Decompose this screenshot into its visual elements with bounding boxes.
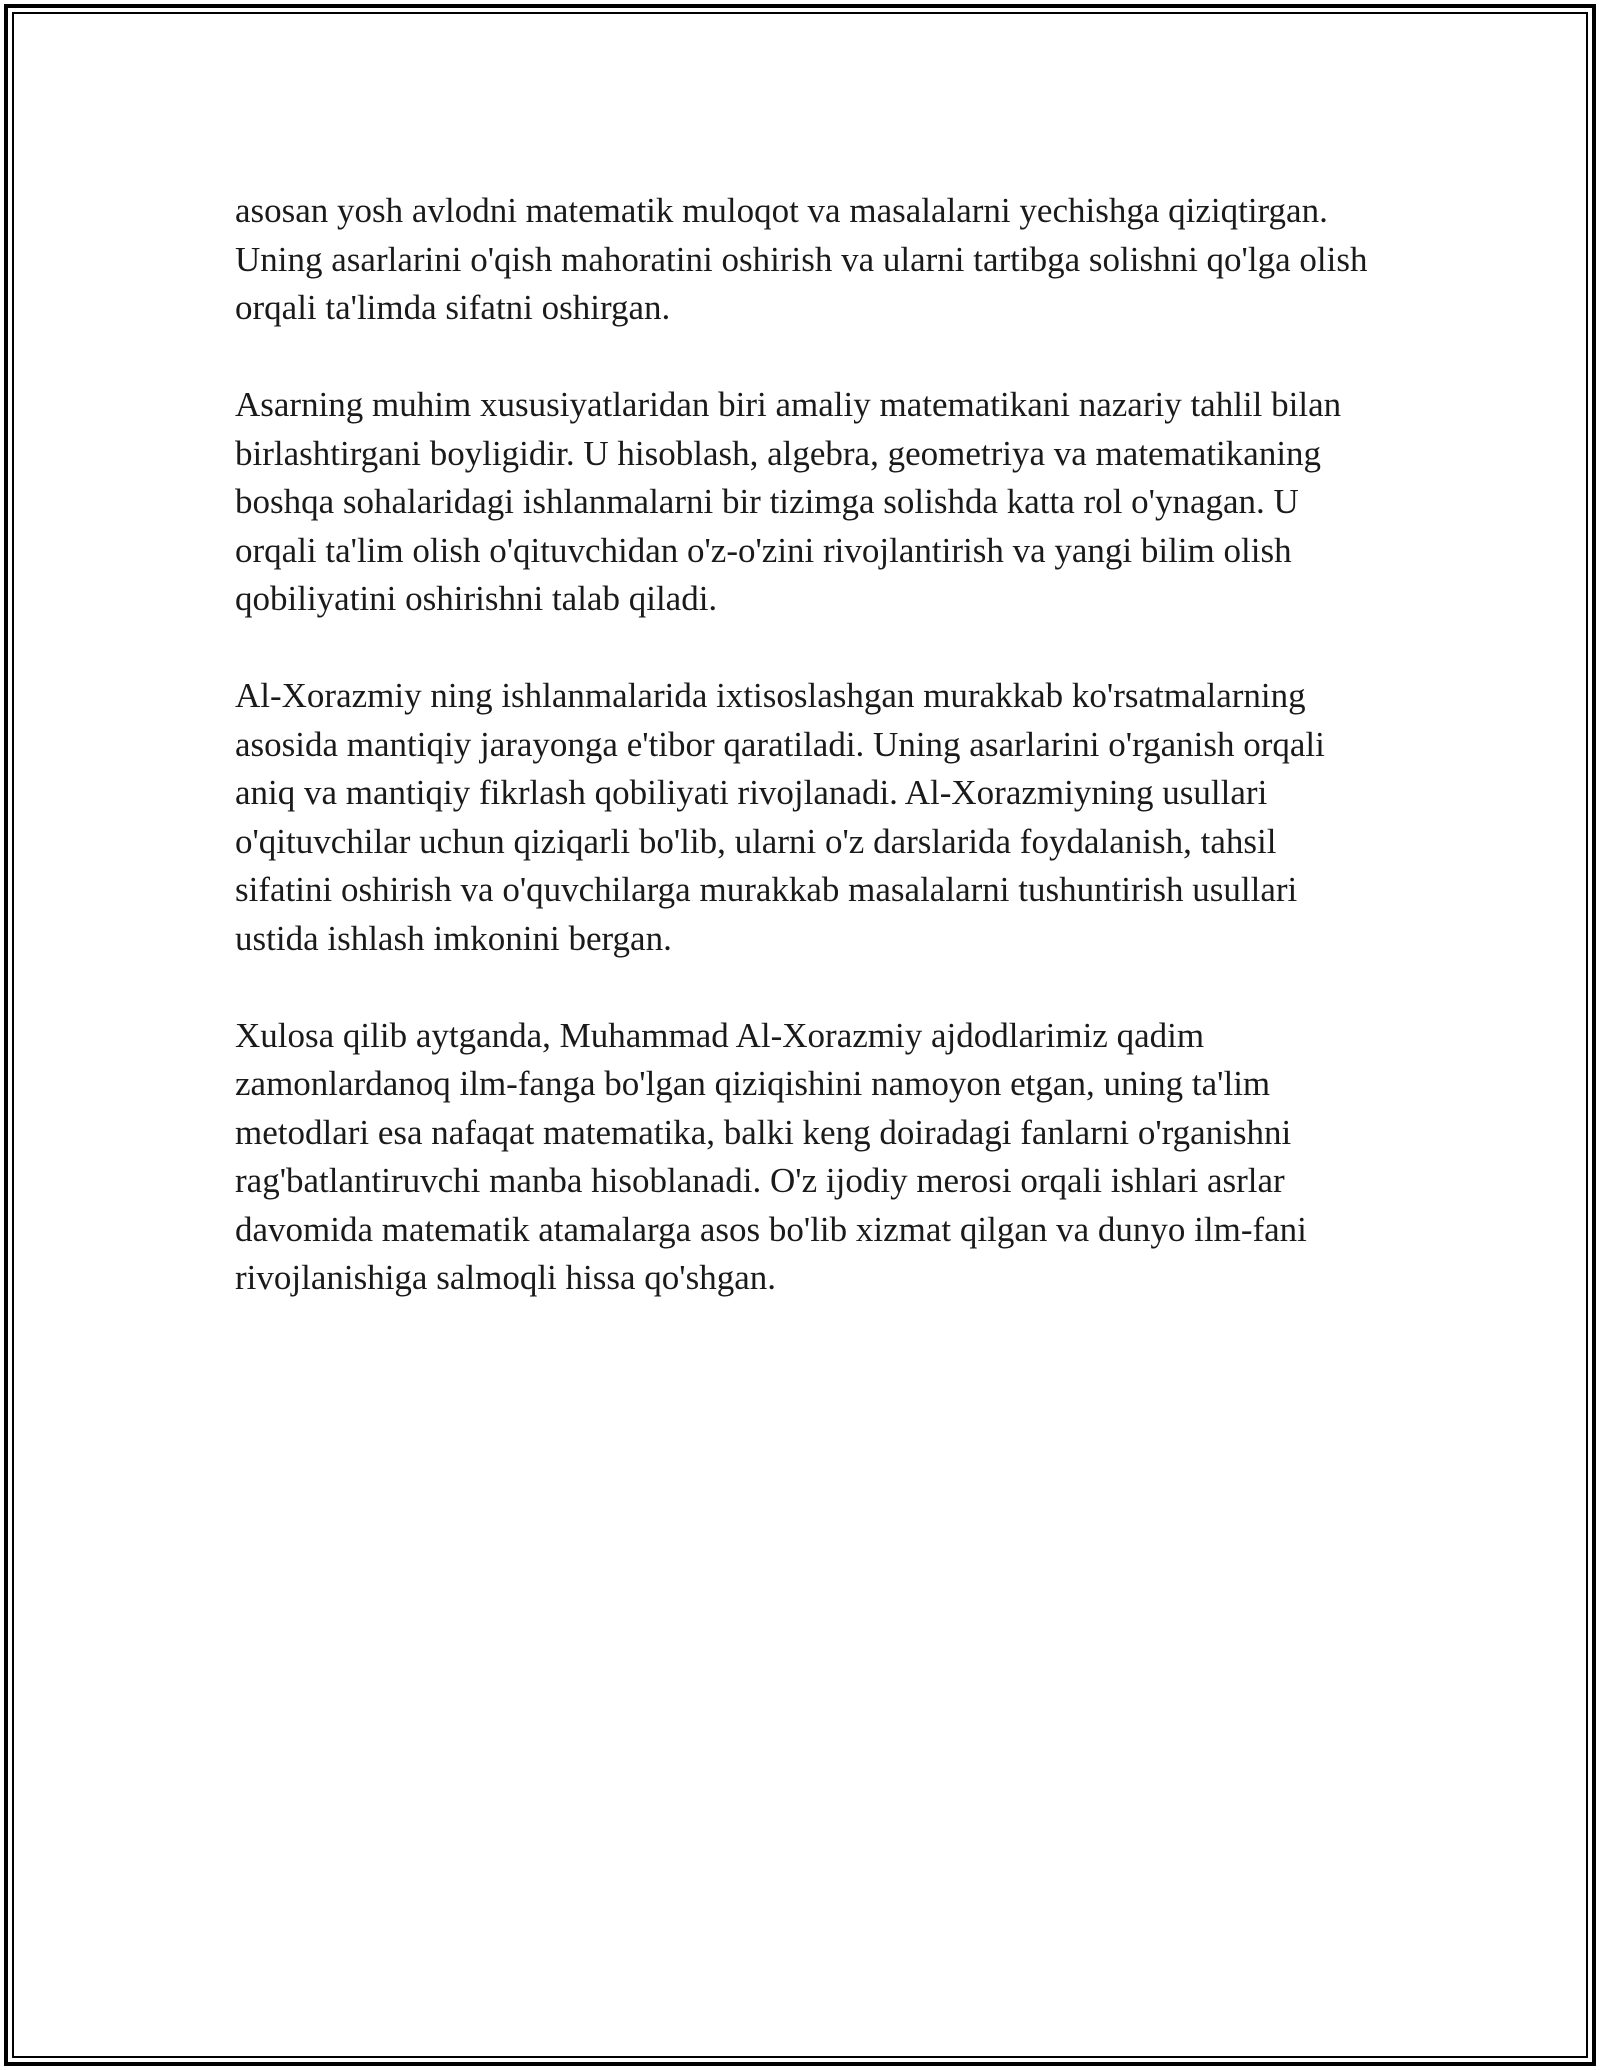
paragraph: Al-Xorazmiy ning ishlanmalarida ixtisoslashgan murakkab ko'rsatmalarning asosida mantiqiy jarayonga e'tibor qaratiladi. Uning asarlarini o'rganish orqali aniq va mantiqiy fikrlash qobiliyati rivojlanadi. Al-Xorazmiyning usullari o'qituvchilar uchun qiziqarli bo'lib, ularni o'z darslarida foydalanish, tahsil sifatini oshirish va o'quvchilarga murakkab masalalarni tushuntirish usullari ustida ishlash imkonini bergan. [235,676,1325,958]
paragraph: asosan yosh avlodni matematik muloqot va masalalarni yechishga qiziqtirgan. Uning asarlarini o'qish mahoratini oshirish va ularni tartibga solishni qo'lga olish orqali ta'limda sifatni oshirgan. [235,191,1368,327]
document-body [235,187,1375,1351]
paragraph: Asarning muhim xususiyatlaridan biri amaliy matematikani nazariy tahlil bilan birlashtirgani boyligidir. U hisoblash, algebra, geometriya va matematikaning boshqa sohalaridagi ishlanmalarni bir tizimga solishda katta rol o'ynagan. U orqali ta'lim olish o'qituvchidan o'z-o'zini rivojlantirish va yangi bilim olish qobiliyatini oshirishni talab qiladi. [235,385,1342,618]
paragraph: Xulosa qilib aytganda, Muhammad Al-Xorazmiy ajdodlarimiz qadim zamonlardanoq ilm-fanga bo'lgan qiziqishini namoyon etgan, uning ta'lim metodlari esa nafaqat matematika, balki keng doiradagi fanlarni o'rganishni rag'batlantiruvchi manba hisoblanadi. O'z ijodiy merosi orqali ishlari asrlar davomida matematik atamalarga asos bo'lib xizmat qilgan va dunyo ilm-fani rivojlanishiga salmoqli hissa qo'shgan. [235,1015,1307,1297]
